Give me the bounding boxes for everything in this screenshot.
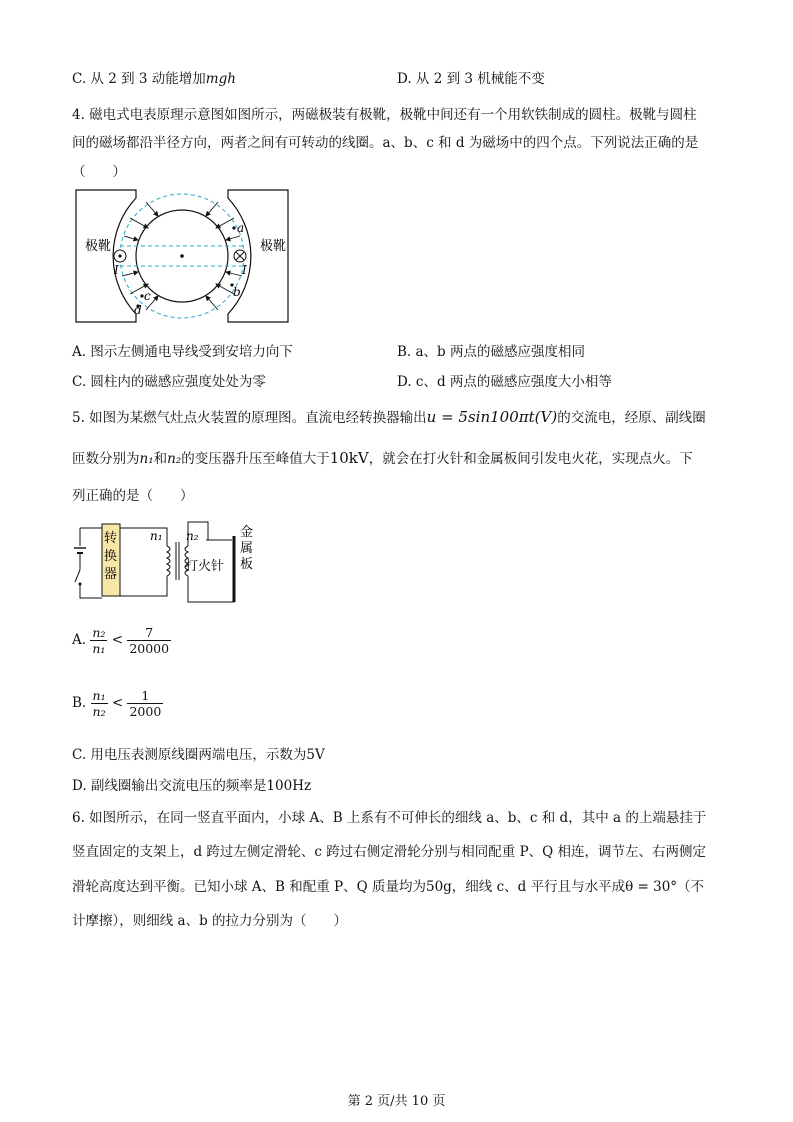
plate-label-1: 金 <box>240 525 254 540</box>
q5-stem-line2: 匝数分别为n₁和n₂的变压器升压至峰值大于10kV，就会在打火针和金属板间引发电火花，实现点火。下 <box>72 449 693 467</box>
prev-option-c: C. 从 2 到 3 动能增加mgh <box>72 71 236 87</box>
n1-label: n₁ <box>150 529 163 543</box>
converter-char-2: 换 <box>104 549 118 564</box>
label-c: c <box>144 289 151 303</box>
plate-label-2: 属 <box>240 541 254 556</box>
q5-option-c[interactable]: C. 用电压表测原线圈两端电压，示数为5V <box>72 747 325 763</box>
q4-option-b[interactable]: B. a、b 两点的磁感应强度相同 <box>397 344 585 360</box>
q5-option-d[interactable]: D. 副线圈输出交流电压的频率是100Hz <box>72 778 312 794</box>
q6-stem-line4: 计摩擦），则细线 a、b 的拉力分别为（ ） <box>72 913 348 929</box>
label-a: a <box>237 221 245 235</box>
converter-char-1: 转 <box>104 531 118 546</box>
q4-option-d[interactable]: D. c、d 两点的磁感应强度大小相等 <box>397 374 612 390</box>
right-current-label: I <box>242 263 247 277</box>
plate-label-3: 板 <box>240 557 254 572</box>
n2-label: n₂ <box>186 529 199 543</box>
q5-option-b[interactable]: B. $\frac{\text{n₁}}{\text{n₂}}$ < $\frac{1}{2000}$ <box>72 688 162 719</box>
q4-stem-line2: 间的磁场都沿半径方向，两者之间有可转动的线圈。a、b、c 和 d 为磁场中的四个点。下列说法正确的是 <box>72 135 699 151</box>
q6-stem-line1: 6. 如图所示，在同一竖直平面内，小球 A、B 上系有不可伸长的细线 a、b、c 和 d，其中 a 的上端悬挂于 <box>72 810 707 826</box>
q5-stem-line3: 列正确的是（ ） <box>72 488 194 504</box>
q5-option-a[interactable]: A. $\frac{\text{n₂}}{\text{n₁}}$ < $\frac{7}{20000}$ <box>72 625 170 656</box>
label-b: b <box>233 285 241 299</box>
needle-label: 打火针 <box>185 559 225 574</box>
label-d: d <box>134 303 142 317</box>
q4-stem-line1: 4. 磁电式电表原理示意图如图所示，两磁极装有极靴，极靴中间还有一个用软铁制成的圆柱。极靴与圆柱 <box>72 107 697 123</box>
left-pole-shoe <box>76 190 136 322</box>
q4-answer-paren: （ ） <box>72 164 126 180</box>
q6-stem-line3: 滑轮高度达到平衡。已知小球 A、B 和配重 P、Q 质量均为50g，细线 c、d 平行且与水平成θ = 30°（不 <box>72 879 705 895</box>
q5-figure-igniter <box>72 518 267 608</box>
q4-option-c[interactable]: C. 圆柱内的磁感应强度处处为零 <box>72 374 266 390</box>
right-pole-label: 极靴 <box>260 239 287 254</box>
q6-stem-line2: 竖直固定的支架上，d 跨过左侧定滑轮、c 跨过右侧定滑轮分别与相同配重 P、Q 相连，调节左、右两侧定 <box>72 844 707 860</box>
q4-figure-meter <box>74 188 290 324</box>
left-pole-label-1: 极靴 <box>85 239 112 254</box>
q5-stem-line1: 5. 如图为某燃气灶点火装置的原理图。直流电经转换器输出u = 5sin100πt(V)的交流电，经原、副线圈 <box>72 408 706 426</box>
prev-option-d: D. 从 2 到 3 机械能不变 <box>397 71 545 87</box>
q4-option-a[interactable]: A. 图示左侧通电导线受到安培力向下 <box>72 344 293 360</box>
page-footer: 第 2 页/共 10 页 <box>347 1094 446 1109</box>
converter-char-3: 器 <box>104 567 118 582</box>
left-current-label: I <box>114 263 119 277</box>
